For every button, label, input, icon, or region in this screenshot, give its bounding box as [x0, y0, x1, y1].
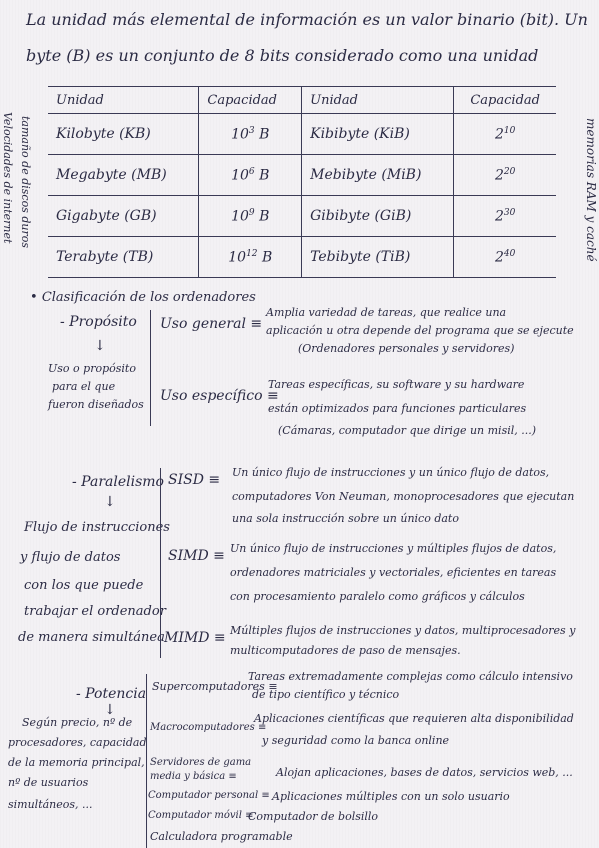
table-row [48, 155, 556, 196]
capacity-cell: $10^{12}$ B [199, 237, 302, 278]
uso-especifico-term: Uso específico ≡ [160, 388, 279, 404]
mimd-term: MIMD ≡ [164, 630, 226, 646]
right-note-memorias: memorias RAM y caché [584, 118, 598, 262]
paralelismo-label: - Paralelismo [72, 474, 164, 490]
potencia-label: - Potencia [76, 686, 147, 702]
mimd-desc-1: Múltiples flujos de instrucciones y datos, multiprocesadores y [230, 624, 576, 637]
capacity-cell: $10^9$ B [199, 196, 302, 237]
sisd-desc-2: computadores Von Neuman, monoprocesadores que ejecutan [232, 490, 575, 503]
uso-especifico-desc-1: Tareas específicas, su software y su hardware [268, 378, 525, 391]
capacity-cell: $10^6$ B [199, 155, 302, 196]
uso-general-term: Uso general ≡ [160, 316, 263, 332]
supercomputadores-desc-1: Tareas extremadamente complejas como cálculo intensivo [248, 670, 573, 683]
binary-unit-cell: Tebibyte (TiB) [302, 237, 454, 278]
mimd-desc-2: multicomputadores de paso de mensajes. [230, 644, 461, 657]
computador-personal-term: Computador personal ≡ [148, 790, 270, 801]
binary-unit-cell: Gibibyte (GiB) [302, 196, 454, 237]
uso-general-desc-3: (Ordenadores personales y servidores) [298, 342, 515, 355]
units-table [48, 86, 556, 278]
table-header-row [48, 87, 556, 114]
potencia-desc-1: Según precio, nº de [22, 716, 133, 729]
simd-desc-2: ordenadores matriciales y vectoriales, eficientes en tareas [230, 566, 557, 579]
simd-desc-3: con procesamiento paralelo como gráficos y cálculos [230, 590, 525, 603]
paralelismo-desc-3: con los que puede [24, 578, 144, 593]
supercomputadores-desc-2: de tipo científico y técnico [252, 688, 400, 701]
servidores-desc-1: Alojan aplicaciones, bases de datos, servicios web, ... [276, 766, 573, 779]
uso-especifico-desc-2: están optimizados para funciones particulares [268, 402, 527, 415]
computador-movil-term: Computador móvil ≡ [148, 810, 254, 821]
intro-line-1: La unidad más elemental de información es un valor binario (bit). Un [26, 10, 588, 29]
paralelismo-desc-5: de manera simultánea [18, 630, 165, 645]
arrow-down-icon: ↓ [104, 702, 116, 718]
computador-movil-desc: Computador de bolsillo [248, 810, 379, 823]
potencia-desc-4: nº de usuarios [8, 776, 89, 789]
paralelismo-bracket [160, 468, 161, 658]
binary-capacity-cell: $2^{20}$ [454, 155, 556, 196]
classification-title: • Clasificación de los ordenadores [30, 290, 256, 305]
paralelismo-desc-2: y flujo de datos [20, 550, 121, 565]
sisd-term: SISD ≡ [168, 472, 221, 488]
header-capacidad-binaria: Capacidad [454, 87, 556, 114]
paralelismo-desc-4: trabajar el ordenador [24, 604, 166, 619]
potencia-desc-3: de la memoria principal, [8, 756, 145, 769]
binary-capacity-cell: $2^{10}$ [454, 114, 556, 155]
left-note-velocidades: Velocidades de internet [1, 112, 14, 244]
uso-general-desc-1: Amplia variedad de tareas, que realice una [266, 306, 507, 319]
header-unidad: Unidad [48, 87, 199, 114]
unit-cell: Gigabyte (GB) [48, 196, 199, 237]
macrocomputadores-desc-2: y seguridad como la banca online [262, 734, 450, 747]
computador-personal-desc: Aplicaciones múltiples con un solo usuario [272, 790, 510, 803]
binary-unit-cell: Mebibyte (MiB) [302, 155, 454, 196]
potencia-desc-5: simultáneos, ... [8, 798, 93, 811]
unit-cell: Kilobyte (KB) [48, 114, 199, 155]
potencia-bracket [146, 674, 147, 848]
arrow-down-icon: ↓ [104, 494, 116, 510]
macrocomputadores-desc-1: Aplicaciones científicas que requieren alta disponibilidad [254, 712, 574, 725]
header-capacidad: Capacidad [199, 87, 302, 114]
header-unidad-binaria: Unidad [302, 87, 454, 114]
table-row [48, 196, 556, 237]
supercomputadores-term: Supercomputadores ≡ [152, 680, 278, 693]
paralelismo-desc-1: Flujo de instrucciones [24, 520, 170, 535]
sisd-desc-1: Un único flujo de instrucciones y un único flujo de datos, [232, 466, 550, 479]
calculadora-term: Calculadora programable [150, 830, 293, 843]
proposito-desc-3: fueron diseñados [48, 398, 144, 411]
servidores-term: Servidores de gama media y básica ≡ [150, 757, 252, 782]
unit-cell: Megabyte (MB) [48, 155, 199, 196]
simd-term: SIMD ≡ [168, 548, 225, 564]
unit-cell: Terabyte (TB) [48, 237, 199, 278]
potencia-desc-2: procesadores, capacidad [8, 736, 147, 749]
uso-general-desc-2: aplicación u otra depende del programa que se ejecute [266, 324, 574, 337]
uso-especifico-desc-3: (Cámaras, computador que dirige un misil, ...) [278, 424, 537, 437]
intro-line-2: byte (B) es un conjunto de 8 bits considerado como una unidad [26, 46, 539, 65]
binary-capacity-cell: $2^{30}$ [454, 196, 556, 237]
proposito-label: - Propósito [60, 314, 137, 330]
binary-capacity-cell: $2^{40}$ [454, 237, 556, 278]
proposito-desc-2: para el que [52, 380, 116, 393]
arrow-down-icon: ↓ [94, 338, 106, 354]
proposito-desc-1: Uso o propósito [48, 362, 136, 375]
binary-unit-cell: Kibibyte (KiB) [302, 114, 454, 155]
table-row [48, 114, 556, 155]
capacity-cell: $10^3$ B [199, 114, 302, 155]
table-row [48, 237, 556, 278]
macrocomputadores-term: Macrocomputadores ≡ [150, 722, 267, 733]
sisd-desc-3: una sola instrucción sobre un único dato [232, 512, 459, 525]
proposito-bracket [150, 310, 151, 426]
simd-desc-1: Un único flujo de instrucciones y múltiples flujos de datos, [230, 542, 557, 555]
left-note-discos: tamaño de discos duros [19, 116, 32, 248]
